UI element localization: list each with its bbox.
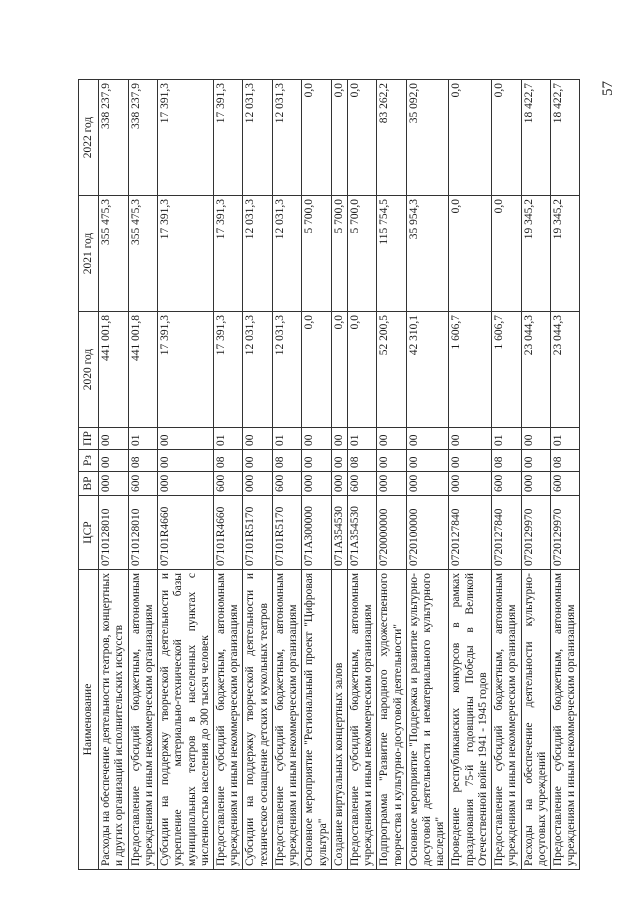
row-2022-cell: 17 391,3 [158,80,214,196]
budget-sheet [78,80,588,870]
table-row [492,80,521,870]
row-vr-cell: 000 [449,472,492,496]
row-2020-cell: 52 200,5 [377,312,406,428]
row-2021-cell: 0,0 [449,196,492,312]
row-vr-cell: 600 [272,472,301,496]
row-vr-cell: 000 [158,472,214,496]
table-row [347,80,376,870]
row-name-cell: Основное мероприятие "Поддержка и развитие культурно-досуговой деятельности и нематериального культурного наследия" [406,570,449,870]
row-2021-cell: 5 700,0 [331,196,347,312]
row-2021-cell: 12 031,3 [272,196,301,312]
row-csr-cell: 0720127840 [492,496,521,570]
row-pr-cell: 00 [449,428,492,450]
row-2020-cell: 0,0 [302,312,331,428]
header-pr: ПР [79,428,99,450]
table-row [213,80,242,870]
row-2022-cell: 35 092,0 [406,80,449,196]
table-row [377,80,406,870]
row-name-cell: Расходы на обеспечение деятельности культурно-досуговых учреждений [521,570,550,870]
budget-table [78,79,580,870]
row-name-cell: Расходы на обеспечение деятельности театров, концертных и других организаций исполнительских искусств [99,570,128,870]
row-csr-cell: 0720129970 [521,496,550,570]
row-2022-cell: 0,0 [492,80,521,196]
header-name: Наименование [79,570,99,870]
row-name-cell: Создание виртуальных концертных залов [331,570,347,870]
row-name-cell: Предоставление субсидий бюджетным, автономным учреждениям и иным некоммерческим организациям [492,570,521,870]
row-pr-cell: 01 [551,428,580,450]
table-body [99,80,580,870]
row-rz-cell: 08 [213,450,242,472]
row-name-cell: Предоставление субсидий бюджетным, автономным учреждениям и иным некоммерческим организациям [347,570,376,870]
row-pr-cell: 01 [128,428,157,450]
header-csr: ЦСР [79,496,99,570]
row-2021-cell: 0,0 [492,196,521,312]
row-vr-cell: 000 [377,472,406,496]
row-rz-cell: 08 [272,450,301,472]
row-csr-cell: 07101R4660 [158,496,214,570]
table-header-row [79,80,99,870]
row-rz-cell: 00 [99,450,128,472]
row-2020-cell: 12 031,3 [272,312,301,428]
row-vr-cell: 000 [406,472,449,496]
table-row [521,80,550,870]
row-csr-cell: 071A354530 [347,496,376,570]
row-2020-cell: 42 310,1 [406,312,449,428]
row-2022-cell: 18 422,7 [551,80,580,196]
row-name-cell: Подпрограмма "Развитие народного художественного творчества и культурно-досуговой деятельности" [377,570,406,870]
header-2020: 2020 год [79,312,99,428]
table-row [243,80,272,870]
row-pr-cell: 00 [521,428,550,450]
row-2021-cell: 17 391,3 [213,196,242,312]
row-2022-cell: 0,0 [331,80,347,196]
row-name-cell: Предоставление субсидий бюджетным, автономным учреждениям и иным некоммерческим организациям [128,570,157,870]
row-pr-cell: 00 [158,428,214,450]
row-vr-cell: 600 [128,472,157,496]
row-2021-cell: 19 345,2 [551,196,580,312]
row-vr-cell: 600 [492,472,521,496]
table-row [449,80,492,870]
row-name-cell: Предоставление субсидий бюджетным, автономным учреждениям и иным некоммерческим организациям [551,570,580,870]
row-2020-cell: 17 391,3 [213,312,242,428]
row-csr-cell: 071A354530 [331,496,347,570]
row-rz-cell: 00 [449,450,492,472]
row-2020-cell: 441 001,8 [128,312,157,428]
row-2021-cell: 355 475,3 [99,196,128,312]
row-2020-cell: 441 001,8 [99,312,128,428]
row-pr-cell: 00 [406,428,449,450]
table-row [331,80,347,870]
row-2020-cell: 0,0 [331,312,347,428]
row-vr-cell: 600 [551,472,580,496]
row-2020-cell: 12 031,3 [243,312,272,428]
row-2022-cell: 17 391,3 [213,80,242,196]
page-number: 57 [600,81,616,96]
row-csr-cell: 0710128010 [128,496,157,570]
row-pr-cell: 00 [99,428,128,450]
table-row [128,80,157,870]
row-csr-cell: 07101R4660 [213,496,242,570]
row-name-cell: Проведение республиканских конкурсов в рамках празднования 75-й годовщины Победы в Великой Отечественной войне 1941 - 1945 годов [449,570,492,870]
row-name-cell: Основное мероприятие "Региональный проект "Цифровая культура" [302,570,331,870]
row-pr-cell: 00 [302,428,331,450]
row-pr-cell: 00 [331,428,347,450]
row-2021-cell: 35 954,3 [406,196,449,312]
row-pr-cell: 01 [347,428,376,450]
row-csr-cell: 071A300000 [302,496,331,570]
row-name-cell: Предоставление субсидий бюджетным, автономным учреждениям и иным некоммерческим организациям [213,570,242,870]
row-name-cell: Субсидии на поддержку творческой деятельности и укрепление материально-технической базы муниципальных театров в населенных пунктах с численностью населения до 300 тысяч человек [158,570,214,870]
row-vr-cell: 000 [302,472,331,496]
row-2020-cell: 17 391,3 [158,312,214,428]
row-vr-cell: 600 [347,472,376,496]
row-2022-cell: 338 237,9 [128,80,157,196]
row-2021-cell: 17 391,3 [158,196,214,312]
table-row [99,80,128,870]
row-2021-cell: 19 345,2 [521,196,550,312]
row-rz-cell: 00 [406,450,449,472]
row-rz-cell: 00 [521,450,550,472]
row-2021-cell: 5 700,0 [347,196,376,312]
row-2022-cell: 338 237,9 [99,80,128,196]
row-rz-cell: 00 [158,450,214,472]
row-name-cell: Предоставление субсидий бюджетным, автономным учреждениям и иным некоммерческим организациям [272,570,301,870]
row-pr-cell: 01 [213,428,242,450]
header-2021: 2021 год [79,196,99,312]
row-rz-cell: 00 [377,450,406,472]
row-csr-cell: 0720127840 [449,496,492,570]
row-2021-cell: 12 031,3 [243,196,272,312]
table-row [272,80,301,870]
row-csr-cell: 07101R5170 [243,496,272,570]
row-2020-cell: 1 606,7 [492,312,521,428]
row-vr-cell: 000 [331,472,347,496]
row-vr-cell: 000 [99,472,128,496]
row-rz-cell: 00 [331,450,347,472]
row-2022-cell: 0,0 [347,80,376,196]
row-csr-cell: 0720129970 [551,496,580,570]
row-2022-cell: 12 031,3 [243,80,272,196]
row-rz-cell: 08 [347,450,376,472]
row-2022-cell: 0,0 [302,80,331,196]
row-csr-cell: 0720100000 [406,496,449,570]
row-pr-cell: 01 [492,428,521,450]
row-rz-cell: 08 [128,450,157,472]
row-2020-cell: 1 606,7 [449,312,492,428]
row-2021-cell: 5 700,0 [302,196,331,312]
header-vr: ВР [79,472,99,496]
row-pr-cell: 01 [272,428,301,450]
row-2022-cell: 12 031,3 [272,80,301,196]
row-pr-cell: 00 [377,428,406,450]
table-row [302,80,331,870]
table-row [551,80,580,870]
row-pr-cell: 00 [243,428,272,450]
row-vr-cell: 000 [521,472,550,496]
header-rz: Рз [79,450,99,472]
row-2021-cell: 115 754,5 [377,196,406,312]
row-name-cell: Субсидии на поддержку творческой деятельности и техническое оснащение детских и кукольных театров [243,570,272,870]
row-rz-cell: 08 [492,450,521,472]
row-rz-cell: 08 [551,450,580,472]
row-2020-cell: 23 044,3 [521,312,550,428]
row-2021-cell: 355 475,3 [128,196,157,312]
table-row [158,80,214,870]
row-2022-cell: 0,0 [449,80,492,196]
row-csr-cell: 0720000000 [377,496,406,570]
row-2020-cell: 0,0 [347,312,376,428]
row-vr-cell: 600 [213,472,242,496]
row-2020-cell: 23 044,3 [551,312,580,428]
row-rz-cell: 00 [302,450,331,472]
row-rz-cell: 00 [243,450,272,472]
header-2022: 2022 год [79,80,99,196]
row-vr-cell: 000 [243,472,272,496]
row-2022-cell: 83 262,2 [377,80,406,196]
row-csr-cell: 07101R5170 [272,496,301,570]
row-csr-cell: 0710128010 [99,496,128,570]
row-2022-cell: 18 422,7 [521,80,550,196]
table-row [406,80,449,870]
